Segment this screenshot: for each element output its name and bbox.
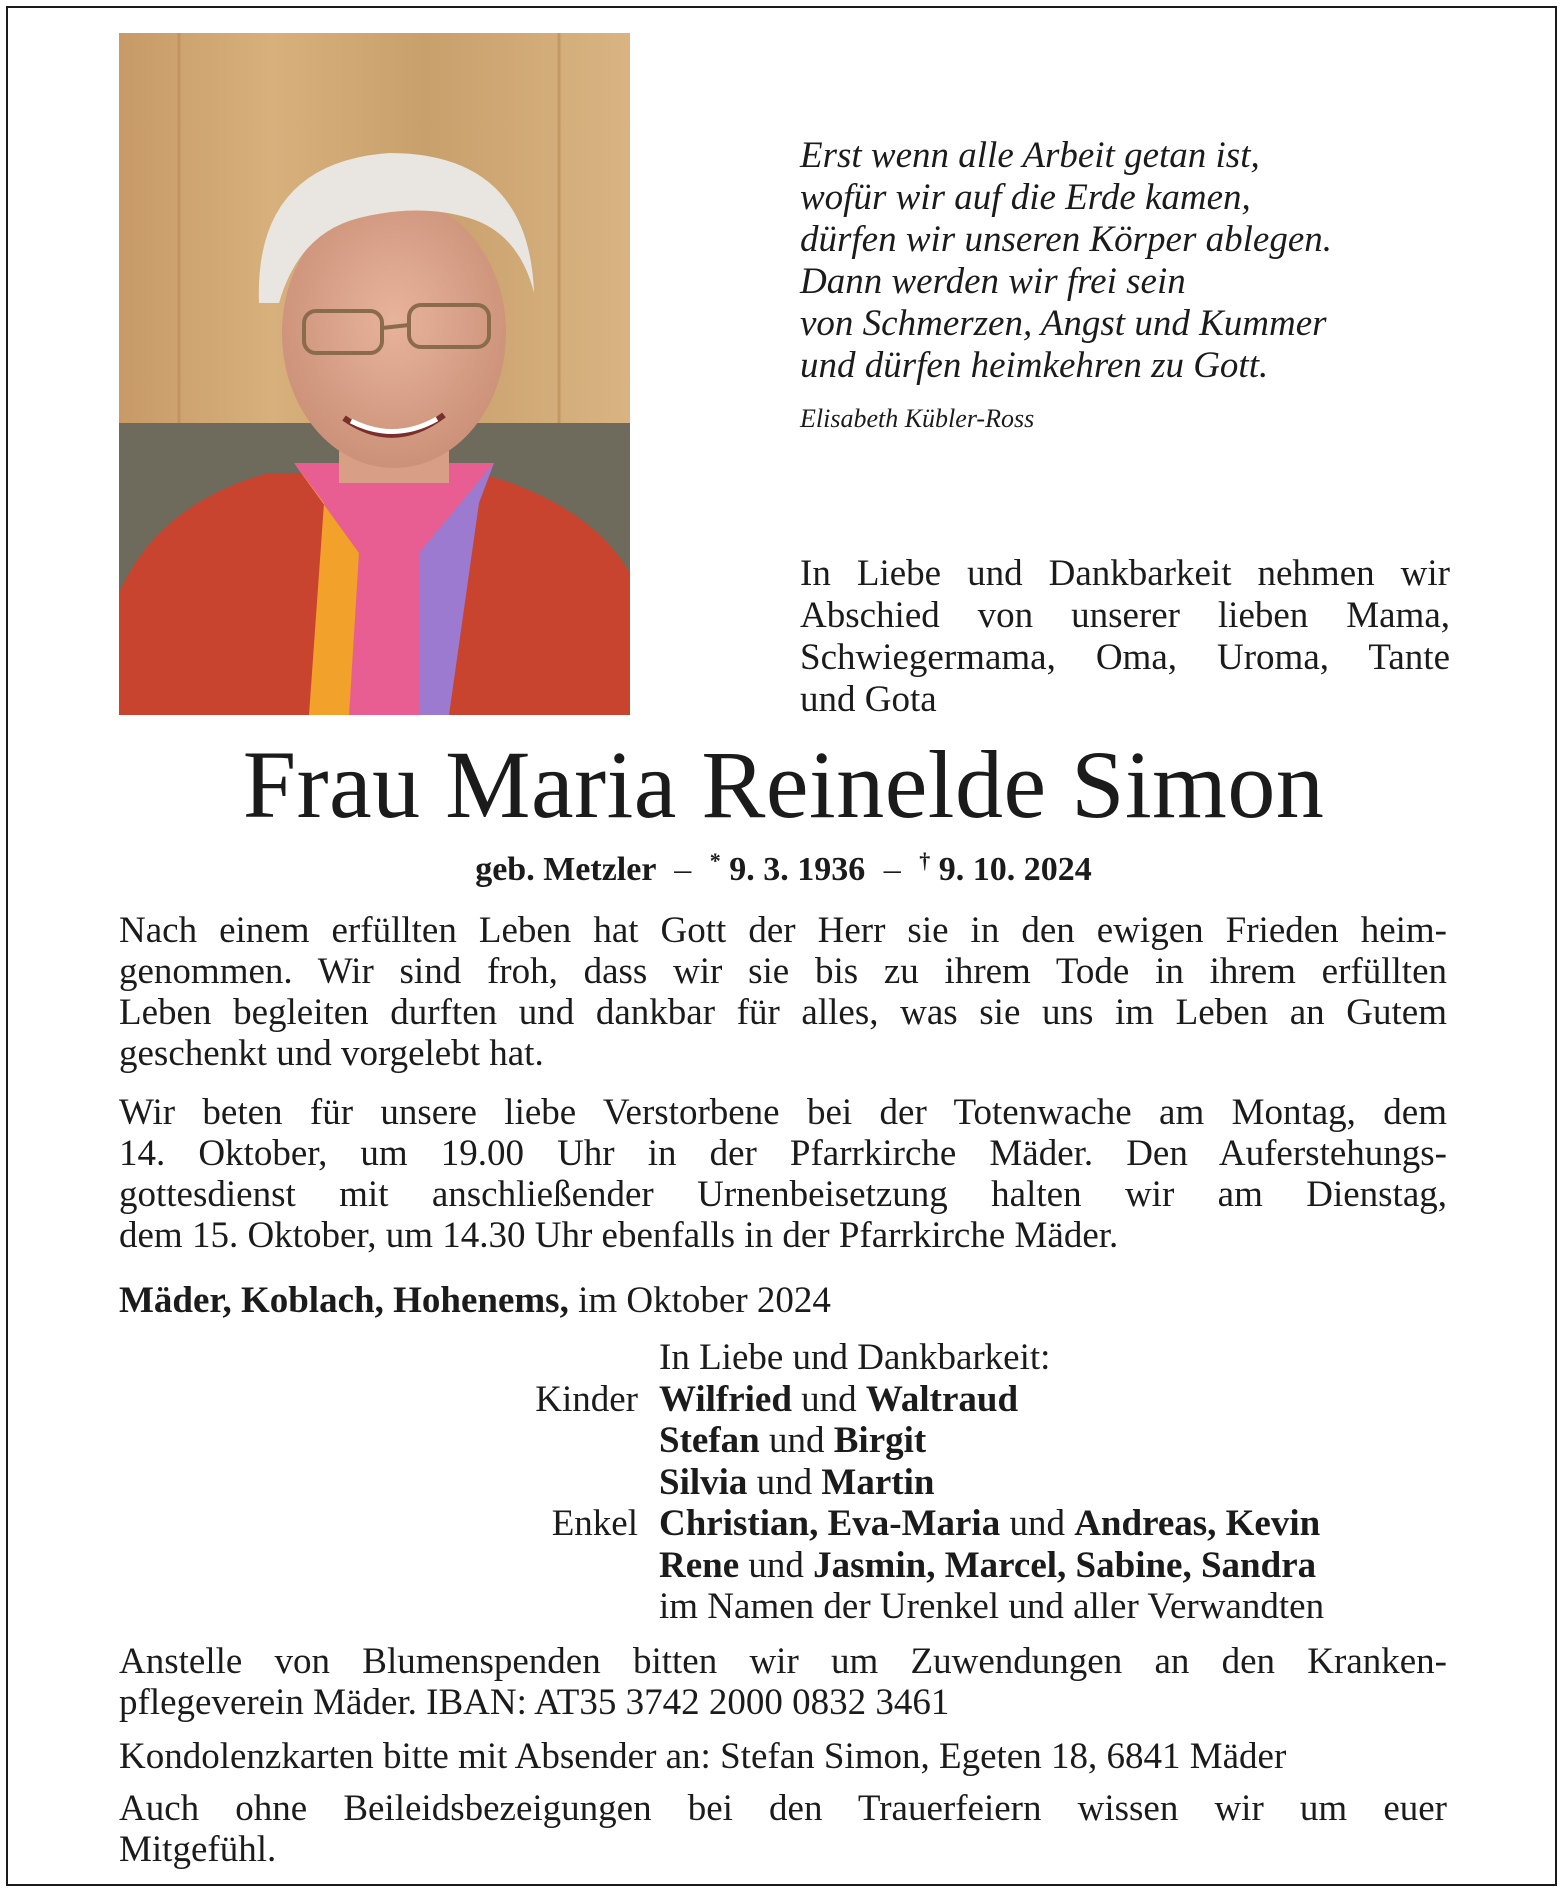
separator: – bbox=[883, 851, 901, 888]
poem bbox=[800, 135, 1500, 387]
poem-line: Erst wenn alle Arbeit getan ist, bbox=[800, 135, 1260, 176]
donation-text bbox=[119, 1641, 1447, 1723]
intro-line: Schwiegermama, Oma, Uroma, Tante bbox=[800, 637, 1450, 678]
place-month: im Oktober 2024 bbox=[578, 1280, 831, 1321]
intro-line: Abschied von unserer lieben Mama, bbox=[800, 595, 1450, 636]
deceased-name: Frau Maria Reinelde Simon bbox=[242, 731, 1325, 838]
poem-line: dürfen wir unseren Körper ablegen. bbox=[800, 219, 1333, 260]
family-entry: Rene und Jasmin, Marcel, Sabine, Sandra bbox=[659, 1544, 1317, 1586]
poem-line: wofür wir auf die Erde kamen, bbox=[800, 177, 1251, 218]
place-towns: Mäder, Koblach, Hohenems, bbox=[119, 1280, 569, 1321]
family-heading: In Liebe und Dankbarkeit: bbox=[659, 1337, 1051, 1378]
intro-text bbox=[800, 553, 1450, 721]
text-line: Mitgefühl. bbox=[119, 1829, 277, 1870]
text-line: genommen. Wir sind froh, dass wir sie bis zu ihrem Tode in ihrem erfüllten bbox=[119, 951, 1447, 992]
text-line: gottesdienst mit anschließender Urnenbeisetzung halten wir am Dienstag, bbox=[119, 1174, 1447, 1215]
text-line: 14. Oktober, um 19.00 Uhr in der Pfarrkirche Mäder. Den Auferstehungs- bbox=[119, 1133, 1447, 1174]
paragraph-services bbox=[119, 1092, 1447, 1256]
portrait-photo bbox=[119, 33, 630, 715]
intro-line: In Liebe und Dankbarkeit nehmen wir bbox=[800, 553, 1450, 594]
family-entry: Christian, Eva-Maria und Andreas, Kevin bbox=[659, 1503, 1321, 1544]
text-line: dem 15. Oktober, um 14.30 Uhr ebenfalls in der Pfarrkirche Mäder. bbox=[119, 1215, 1119, 1256]
family-entry: Wilfried und Waltraud bbox=[659, 1378, 1019, 1420]
family-entry: Stefan und Birgit bbox=[659, 1420, 927, 1461]
text-line: geschenkt und vorgelebt hat. bbox=[119, 1033, 544, 1074]
paragraph-life bbox=[119, 910, 1447, 1074]
kinder-label: Kinder bbox=[535, 1378, 638, 1420]
family-entry: Silvia und Martin bbox=[659, 1461, 935, 1503]
poem-line: von Schmerzen, Angst und Kummer bbox=[800, 303, 1327, 344]
closing-text bbox=[119, 1788, 1447, 1870]
life-dates bbox=[0, 848, 1567, 889]
condolence-text bbox=[119, 1736, 1447, 1777]
poem-line: und dürfen heimkehren zu Gott. bbox=[800, 345, 1269, 386]
birth-date: 9. 3. 1936 bbox=[729, 851, 866, 888]
separator: – bbox=[674, 851, 692, 888]
text-line: Wir beten für unsere liebe Verstorbene bei der Totenwache am Montag, dem bbox=[119, 1092, 1447, 1133]
intro-line: und Gota bbox=[800, 679, 937, 720]
poem-line: Dann werden wir frei sein bbox=[800, 261, 1186, 302]
death-symbol: † bbox=[919, 848, 931, 873]
place-date bbox=[119, 1279, 831, 1322]
birth-symbol: * bbox=[709, 848, 721, 873]
poem-author: Elisabeth Kübler-Ross bbox=[800, 404, 1035, 433]
family-closing: im Namen der Urenkel und aller Verwandten bbox=[659, 1586, 1325, 1627]
born-name: geb. Metzler bbox=[475, 851, 656, 888]
text-line: pflegeverein Mäder. IBAN: AT35 3742 2000 0832 3461 bbox=[119, 1682, 950, 1723]
text-line: Kondolenzkarten bitte mit Absender an: Stefan Simon, Egeten 18, 6841 Mäder bbox=[119, 1736, 1287, 1777]
enkel-label: Enkel bbox=[551, 1503, 638, 1544]
text-line: Nach einem erfüllten Leben hat Gott der Herr sie in den ewigen Frieden heim- bbox=[119, 910, 1447, 951]
family-list bbox=[500, 1337, 1500, 1628]
death-date: 9. 10. 2024 bbox=[938, 851, 1092, 888]
text-line: Leben begleiten durften und dankbar für alles, was sie uns im Leben an Gutem bbox=[119, 992, 1447, 1033]
text-line: Anstelle von Blumenspenden bitten wir um Zuwendungen an den Kranken- bbox=[119, 1641, 1447, 1682]
text-line: Auch ohne Beileidsbezeigungen bei den Trauerfeiern wissen wir um euer bbox=[119, 1788, 1447, 1829]
